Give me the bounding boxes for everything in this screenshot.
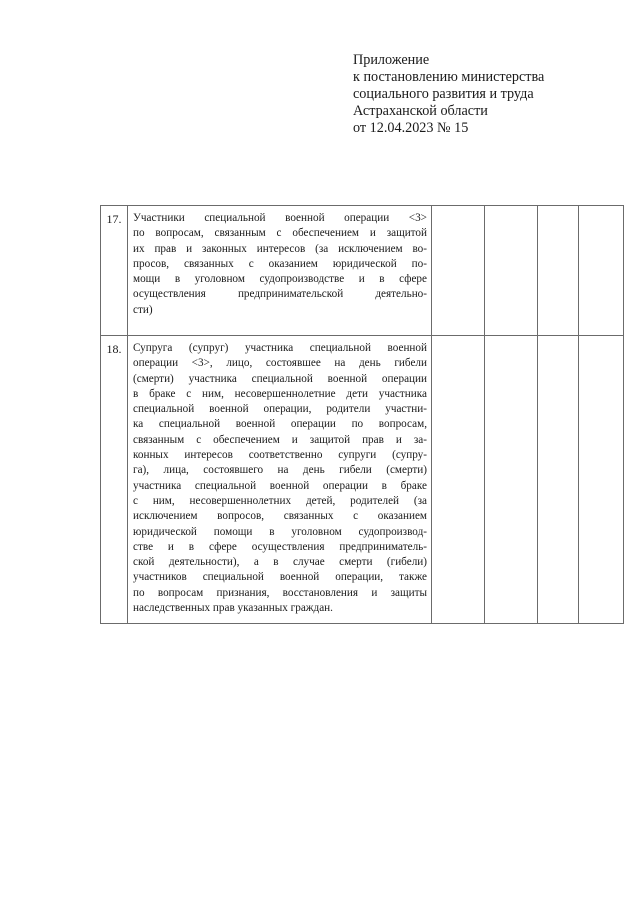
text-line: по вопросам признания, восстановления и защиты: [133, 586, 427, 599]
text-line: операции <3>, лицо, состоявшее на день гибели: [133, 357, 427, 370]
table-row: [101, 336, 624, 624]
row-number: 17.: [101, 206, 128, 336]
table-row: [101, 206, 624, 336]
text-line: исключением вопросов, связанных с оказанием: [133, 510, 427, 523]
text-line: участника специальной военной операции в браке: [133, 479, 427, 492]
text-line: (смерти) участника специальной военной операции: [133, 372, 427, 385]
text-line: сти): [133, 303, 153, 316]
row-description: [128, 336, 432, 624]
text-line: ка специальной военной операции по вопросам,: [133, 418, 427, 431]
empty-cell: [538, 336, 579, 624]
text-line: просов, связанных с оказанием юридической по-: [133, 257, 427, 270]
text-line: юридической помощи в уголовном судопроизвод-: [133, 525, 427, 538]
appendix-line-2: к постановлению министерства: [353, 69, 545, 85]
appendix-line-1: Приложение: [353, 52, 430, 68]
text-line: наследственных прав указанных граждан.: [133, 602, 333, 615]
row-description: [128, 206, 432, 336]
empty-cell: [485, 336, 538, 624]
text-line: в браке с ним, несовершеннолетние дети участника: [133, 387, 427, 400]
text-line: стве и в сфере осуществления предприниматель-: [133, 540, 427, 553]
empty-cell: [432, 206, 485, 336]
empty-cell: [432, 336, 485, 624]
text-line: их прав и законных интересов (за исключением во-: [133, 242, 427, 255]
text-line: осуществления предпринимательской деятельно-: [133, 288, 427, 301]
text-line: связанным с обеспечением и защитой прав и за-: [133, 433, 427, 446]
text-line: ской деятельности), а в случае смерти (гибели): [133, 556, 427, 569]
text-line: с ним, несовершеннолетних детей, родителей (за: [133, 494, 427, 507]
appendix-line-4: Астраханской области: [353, 103, 488, 119]
empty-cell: [579, 206, 624, 336]
empty-cell: [485, 206, 538, 336]
text-line: Участники специальной военной операции <3>: [133, 212, 427, 224]
appendix-line-5: от 12.04.2023 № 15: [353, 120, 469, 136]
empty-cell: [579, 336, 624, 624]
categories-table: [100, 205, 624, 624]
appendix-line-3: социального развития и труда: [353, 86, 534, 102]
text-line: мощи в уголовном судопроизводстве и в сфере: [133, 273, 427, 286]
text-line: участников специальной военной операции, также: [133, 571, 427, 584]
text-line: по вопросам, связанным с обеспечением и защитой: [133, 227, 427, 240]
appendix-header: [353, 52, 544, 137]
text-line: конных интересов соответственно супруги (супру-: [133, 449, 427, 462]
empty-cell: [538, 206, 579, 336]
text-line: специальной военной операции, родители участни-: [133, 403, 427, 416]
text-line: Супруга (супруг) участника специальной военной: [133, 342, 427, 354]
row-number: 18.: [101, 336, 128, 624]
text-line: га), лица, состоявшего на день гибели (смерти): [133, 464, 427, 477]
